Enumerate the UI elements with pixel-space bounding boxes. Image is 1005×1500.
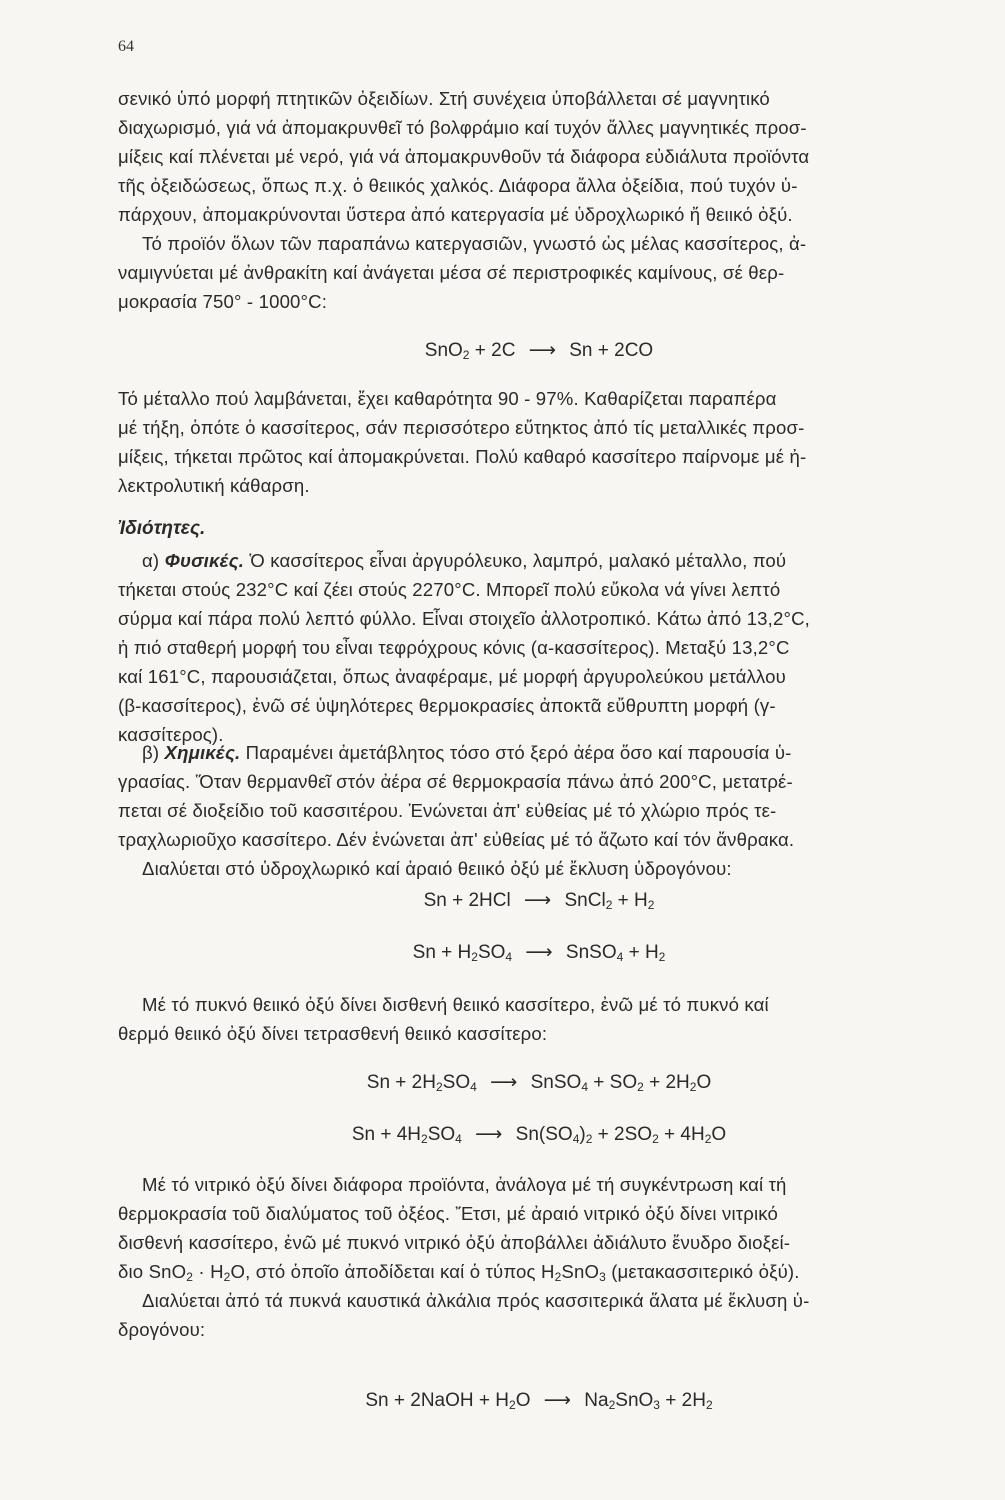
text-line: μίξεις καί πλένεται μέ νερό, γιά νά ἀπομακρυνθοῦν τά διάφορα εὐδιάλυτα προϊόντα (118, 146, 810, 167)
text-line: Μέ τό νιτρικό ὀξύ δίνει διάφορα προϊόντα, ἀνάλογα μέ τή συγκέντρωση καί τή (142, 1174, 787, 1195)
equation-reduction: SnO$_2$ + 2C ⟶ Sn + 2CO (424, 340, 654, 362)
page-number: 64 (118, 38, 134, 55)
equation-conc-h2so4-2: $Sn + 4H_2SO_4$ ⟶ $Sn(SO_4)_2 + 2SO_2 + 4H_2O$ (351, 1124, 727, 1146)
text-line: τραχλωριοῦχο κασσίτερο. Δέν ἑνώνεται ἀπ' εὐθείας μέ τό ἄζωτο καί τόν ἄνθρακα. (118, 829, 795, 850)
text-line: κασσίτερος). (118, 724, 224, 745)
text-line: Τό μέταλλο πού λαμβάνεται, ἔχει καθαρότητα 90 - 97%. Καθαρίζεται παραπέρα (118, 388, 777, 409)
chemical-first: Παραμένει ἀμετάβλητος τόσο στό ξερό ἀέρα ὅσο καί παρουσία ὑ- (245, 742, 792, 763)
text-line: θερμό θειικό ὀξύ δίνει τετρασθενή θειικό κασσίτερο: (118, 1023, 548, 1044)
text-line: Διαλύεται ἀπό τά πυκνά καυστικά ἀλκάλια πρός κασσιτερικά ἅλατα μέ ἔκλυση ὑ- (142, 1290, 810, 1311)
text-line: σύρμα καί πάρα πολύ λεπτό φύλλο. Εἶναι στοιχεῖο ἀλλοτροπικό. Κάτω ἀπό 13,2°C, (118, 608, 810, 629)
paragraph-2 (118, 229, 960, 316)
chemical-properties (118, 738, 960, 883)
text-line: πάρχουν, ἀπομακρύνονται ὕστερα ἀπό κατεργασία μέ ὑδροχλωρικό ἤ θειικό ὀξύ. (118, 204, 793, 225)
text-line: δρογόνου: (118, 1319, 206, 1340)
text-line: θερμοκρασία τοῦ διαλύματος τοῦ ὀξέος. Ἔτσι, μέ ἀραιό νιτρικό ὀξύ δίνει νιτρικό (118, 1203, 778, 1224)
nitric-mid: , στό ὁποῖο ἀποδίδεται καί ὁ τύπος (245, 1261, 536, 1282)
text-line (118, 738, 960, 767)
text-line: τῆς ὀξειδώσεως, ὅπως π.χ. ὁ θειικός χαλκός. Διάφορα ἄλλα ὀξείδια, πού τυχόν ὑ- (118, 175, 798, 196)
paragraph-conc-h2so4 (118, 990, 960, 1048)
text-line: Διαλύεται στό ὑδροχλωρικό καί ἀραιό θειικό ὀξύ μέ ἔκλυση ὑδρογόνου: (142, 858, 732, 879)
chemical-title: Χημικές. (164, 742, 241, 763)
chemical-label: β) (142, 742, 160, 763)
text-line: πεται σέ διοξείδιο τοῦ κασσιτέρου. Ἑνώνεται ἀπ' εὐθείας μέ τό χλώριο πρός τε- (118, 800, 777, 821)
text-line: δισθενή κασσίτερο, ἐνῶ μέ πυκνό νιτρικό ὀξύ ἀποβάλλει ἀδιάλυτο ἔνυδρο διοξεί- (118, 1232, 791, 1253)
equation-naoh: Sn + 2NaOH + $H_2O$ ⟶ $Na_2SnO_3 + 2H_2$ (365, 1390, 713, 1412)
nitric-suffix: (μετακασσιτερικό ὀξύ). (611, 1261, 800, 1282)
text-line: λεκτρολυτική κάθαρση. (118, 475, 310, 496)
text-line: τήκεται στούς 232°C καί ζέει στούς 2270°C. Μπορεῖ πολύ εὔκολα νά γίνει λεπτό (118, 579, 781, 600)
paragraph-nitric (118, 1170, 960, 1344)
physical-title: Φυσικές. (164, 550, 245, 571)
paragraph-3 (118, 384, 960, 500)
text-line: μέ τήξη, ὁπότε ὁ κασσίτερος, σάν περισσότερο εὔτηκτος ἀπό τίς μεταλλικές προσ- (118, 417, 805, 438)
paragraph-1 (118, 84, 960, 229)
text-line: καί 161°C, παρουσιάζεται, ὅπως ἀναφέραμε, μέ μορφή ἀργυρολεύκου μετάλλου (118, 666, 786, 687)
text-line: διο $SnO_2 \cdot H_2O$, στό ὁποῖο ἀποδίδεται καί ὁ τύπος $H_2SnO_3$ (μετακασσιτερικό ὀξύ). (118, 1261, 800, 1284)
text-line (118, 546, 960, 575)
equation-hcl: Sn + 2HCl ⟶ SnCl$_2$ + $H_2$ (423, 890, 655, 912)
text-line: ἡ πιό σταθερή μορφή του εἶναι τεφρόχρους κόνις (α-κασσίτερος). Μεταξύ 13,2°C (118, 637, 790, 658)
text-line: σενικό ὑπό μορφή πτητικῶν ὀξειδίων. Στή συνέχεια ὑποβάλλεται σέ μαγνητικό (118, 88, 770, 109)
text-line: μοκρασία 750° - 1000°C: (118, 291, 328, 312)
text-line: ναμιγνύεται μέ ἀνθρακίτη καί ἀνάγεται μέσα σέ περιστροφικές καμίνους, σέ θερ- (118, 262, 785, 283)
text-line: Μέ τό πυκνό θειικό ὀξύ δίνει δισθενή θειικό κασσίτερο, ἐνῶ μέ τό πυκνό καί (142, 994, 769, 1015)
physical-properties (118, 546, 960, 749)
nitric-prefix: διο (118, 1261, 144, 1282)
physical-label: α) (142, 550, 160, 571)
equation-dilute-h2so4: $Sn + H_2SO_4$ ⟶ SnSO$_4$ + $H_2$ (412, 942, 666, 964)
text-line: Τό προϊόν ὅλων τῶν παραπάνω κατεργασιῶν, γνωστό ὡς μέλας κασσίτερος, ἀ- (142, 233, 807, 254)
text-line: μίξεις, τήκεται πρῶτος καί ἀπομακρύνεται. Πολύ καθαρό κασσίτερο παίρνομε μέ ἠ- (118, 446, 807, 467)
text-line: (β-κασσίτερος), ἐνῶ σέ ὑψηλότερες θερμοκρασίες ἀποκτᾶ εὔθρυπτη μορφή (γ- (118, 695, 776, 716)
physical-first: Ὁ κασσίτερος εἶναι ἀργυρόλευκο, λαμπρό, μαλακό μέταλλο, πού (249, 550, 787, 571)
equation-conc-h2so4-1: $Sn + 2H_2SO_4$ ⟶ SnSO$_4$ + $SO_2 + 2H_2O$ (366, 1072, 712, 1094)
text-line: διαχωρισμό, γιά νά ἀπομακρυνθεῖ τό βολφράμιο καί τυχόν ἄλλες μαγνητικές προσ- (118, 117, 807, 138)
text-line: γρασίας. Ὅταν θερμανθεῖ στόν ἀέρα σέ θερμοκρασία πάνω ἀπό 200°C, μετατρέ- (118, 771, 793, 792)
section-heading-properties: Ἰδιότητες. (118, 518, 206, 539)
